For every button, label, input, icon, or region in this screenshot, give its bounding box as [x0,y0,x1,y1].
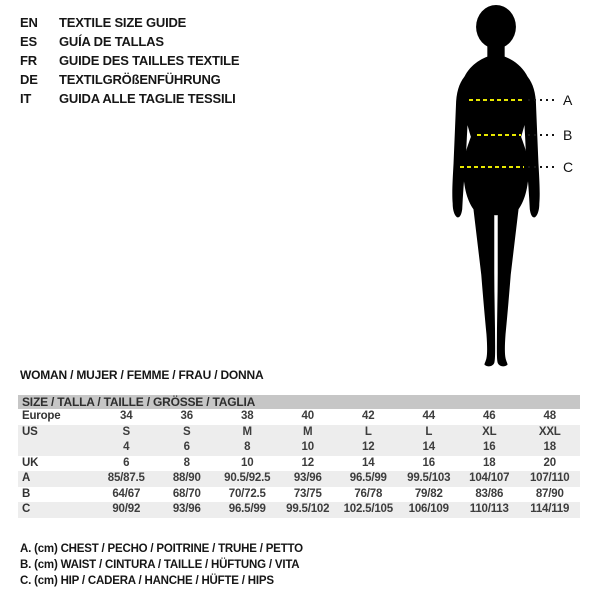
waist-dot-line [528,134,554,136]
cell: 6 [123,456,130,469]
cell: 40 [301,410,314,422]
cell: 107/110 [529,472,570,484]
cell: 79/82 [414,487,443,500]
cell: 102.5/105 [343,503,393,515]
measurement-legend [20,541,303,589]
cell: 96.5/99 [349,472,387,484]
chest-dash-line [469,99,522,101]
cell: 114/119 [530,503,570,515]
legend-chest: A. (cm) CHEST / PECHO / POITRINE / TRUHE / PETTO [20,543,303,555]
waist-label: B [563,127,573,143]
language-code: FR [20,53,37,68]
legend-hip: C. (cm) HIP / CADERA / HANCHE / HÜFTE / HIPS [20,575,274,587]
language-row-en [20,13,239,32]
cell: 83/86 [475,487,504,500]
cell: 10 [241,456,254,469]
cell: 38 [241,410,254,422]
row-label: UK [22,456,39,469]
cell: 44 [422,410,435,422]
cell: M [303,425,313,438]
cell: 106/109 [408,503,449,515]
cell: XXL [538,425,561,438]
language-title: GUIDE DES TAILLES TEXTILE [59,53,240,68]
hip-label: C [563,159,574,175]
cell: 104/107 [469,472,510,484]
row-label: C [22,503,31,515]
language-title: TEXTILE SIZE GUIDE [59,15,187,30]
cell: 87/90 [535,487,564,500]
table-row-uk [18,456,580,472]
waist-dash-line [477,134,521,136]
cell: 20 [543,456,556,469]
table-header: SIZE / TALLA / TAILLE / GRÖSSE / TAGLIA [18,395,580,409]
cell: 93/96 [293,472,322,484]
cell: L [364,425,372,438]
language-row-it [20,89,239,108]
cell: 76/78 [354,487,383,500]
cell: 73/75 [293,487,322,500]
cell: 68/70 [172,487,201,500]
row-label: A [22,472,31,484]
language-title: TEXTILGRÖßENFÜHRUNG [59,72,221,87]
cell: 8 [244,441,251,453]
cell: 4 [123,441,130,453]
cell: 64/67 [112,487,141,500]
cell: L [425,425,433,438]
cell: 99.5/103 [407,472,451,484]
cell: 99.5/102 [286,503,330,515]
cell: 88/90 [172,472,201,484]
cell: 12 [301,456,314,469]
chest-dot-line [528,99,554,101]
cell: 90.5/92.5 [224,472,271,484]
language-code: ES [20,34,37,49]
cell: 14 [362,456,375,469]
row-label: B [22,487,31,500]
language-code: EN [20,15,38,30]
woman-silhouette-figure [444,5,548,367]
cell: 34 [120,410,133,422]
cell: 14 [422,441,435,453]
cell: S [122,425,130,438]
table-row-us-numeric [18,440,580,456]
cell: 46 [483,410,496,422]
woman-silhouette-icon [444,5,548,367]
table-row-hip [18,502,580,518]
cell: 42 [362,410,375,422]
section-title: WOMAN / MUJER / FEMME / FRAU / DONNA [20,368,264,382]
row-label [18,440,96,456]
language-title: GUÍA DE TALLAS [59,34,164,49]
cell: 48 [543,410,556,422]
hip-dot-line [528,166,554,168]
chest-label: A [563,92,573,108]
table-row-chest [18,471,580,487]
cell: M [242,425,252,438]
language-title: GUIDA ALLE TAGLIE TESSILI [59,91,236,106]
row-label: US [22,425,38,438]
language-row-fr [20,51,239,70]
hip-dash-line [460,166,524,168]
cell: 12 [362,441,375,453]
cell: 16 [483,441,496,453]
size-table [18,395,580,518]
language-row-es [20,32,239,51]
cell: 110/113 [469,503,509,515]
language-code: IT [20,91,32,106]
cell: 85/87.5 [107,472,145,484]
cell: 8 [183,456,190,469]
cell: 6 [183,441,190,453]
cell: 10 [301,441,314,453]
table-row-waist [18,487,580,503]
cell: 18 [483,456,496,469]
cell: 70/72.5 [228,487,266,500]
cell: S [183,425,191,438]
row-label: Europe [22,410,61,422]
cell: XL [482,425,497,438]
cell: 16 [422,456,435,469]
cell: 90/92 [112,503,141,515]
table-row-us [18,425,580,441]
language-code: DE [20,72,38,87]
cell: 93/96 [172,503,201,515]
cell: 36 [180,410,193,422]
language-row-de [20,70,239,89]
cell: 96.5/99 [228,503,266,515]
language-title-list [20,13,239,108]
legend-waist: B. (cm) WAIST / CINTURA / TAILLE / HÜFTUNG / VITA [20,559,300,571]
table-row-europe [18,409,580,425]
cell: 18 [543,441,556,453]
